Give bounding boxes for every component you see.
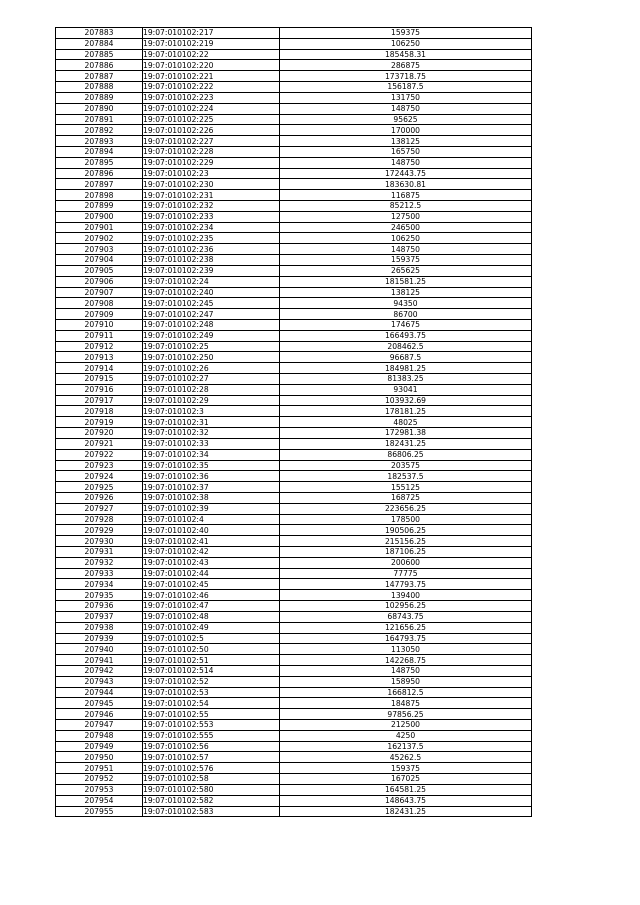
value-cell: 190506.25 [280, 525, 532, 536]
row-number-cell: 207935 [56, 590, 143, 601]
row-number-cell: 207915 [56, 374, 143, 385]
value-cell: 142268.75 [280, 655, 532, 666]
value-cell: 81383.25 [280, 374, 532, 385]
cadastral-number-cell: 19:07:010102:24 [143, 276, 280, 287]
row-number-cell: 207892 [56, 125, 143, 136]
cadastral-number-cell: 19:07:010102:249 [143, 330, 280, 341]
cadastral-number-cell: 19:07:010102:47 [143, 601, 280, 612]
cadastral-number-cell: 19:07:010102:234 [143, 222, 280, 233]
table-row [56, 741, 532, 752]
table-row [56, 774, 532, 785]
table-row [56, 492, 532, 503]
table-row [56, 211, 532, 222]
table-row [56, 168, 532, 179]
value-cell: 94350 [280, 298, 532, 309]
value-cell: 131750 [280, 92, 532, 103]
table-row [56, 298, 532, 309]
cadastral-number-cell: 19:07:010102:235 [143, 233, 280, 244]
value-cell: 183630.81 [280, 179, 532, 190]
row-number-cell: 207945 [56, 698, 143, 709]
cadastral-number-cell: 19:07:010102:239 [143, 265, 280, 276]
value-cell: 184875 [280, 698, 532, 709]
value-cell: 165750 [280, 146, 532, 157]
value-cell: 215156.25 [280, 536, 532, 547]
table-row [56, 676, 532, 687]
value-cell: 147793.75 [280, 579, 532, 590]
cadastral-value-table [55, 27, 532, 817]
row-number-cell: 207940 [56, 644, 143, 655]
cadastral-number-cell: 19:07:010102:35 [143, 460, 280, 471]
value-cell: 187106.25 [280, 547, 532, 558]
cadastral-number-cell: 19:07:010102:28 [143, 384, 280, 395]
table-body [56, 28, 532, 817]
table-row [56, 146, 532, 157]
value-cell: 168725 [280, 492, 532, 503]
cadastral-number-cell: 19:07:010102:27 [143, 374, 280, 385]
cadastral-number-cell: 19:07:010102:225 [143, 114, 280, 125]
table-row [56, 547, 532, 558]
cadastral-number-cell: 19:07:010102:247 [143, 309, 280, 320]
value-cell: 172443.75 [280, 168, 532, 179]
cadastral-number-cell: 19:07:010102:31 [143, 417, 280, 428]
value-cell: 178500 [280, 514, 532, 525]
row-number-cell: 207939 [56, 633, 143, 644]
value-cell: 164793.75 [280, 633, 532, 644]
cadastral-number-cell: 19:07:010102:217 [143, 28, 280, 39]
cadastral-number-cell: 19:07:010102:33 [143, 438, 280, 449]
table-row [56, 720, 532, 731]
table-row [56, 406, 532, 417]
row-number-cell: 207941 [56, 655, 143, 666]
table-row [56, 341, 532, 352]
value-cell: 286875 [280, 60, 532, 71]
row-number-cell: 207930 [56, 536, 143, 547]
row-number-cell: 207896 [56, 168, 143, 179]
table-row [56, 644, 532, 655]
value-cell: 93041 [280, 384, 532, 395]
cadastral-number-cell: 19:07:010102:42 [143, 547, 280, 558]
row-number-cell: 207907 [56, 287, 143, 298]
table-row [56, 590, 532, 601]
table-row [56, 92, 532, 103]
cadastral-number-cell: 19:07:010102:52 [143, 676, 280, 687]
cadastral-number-cell: 19:07:010102:45 [143, 579, 280, 590]
value-cell: 212500 [280, 720, 532, 731]
row-number-cell: 207938 [56, 622, 143, 633]
cadastral-number-cell: 19:07:010102:37 [143, 482, 280, 493]
cadastral-number-cell: 19:07:010102:34 [143, 449, 280, 460]
row-number-cell: 207912 [56, 341, 143, 352]
cadastral-number-cell: 19:07:010102:219 [143, 38, 280, 49]
cadastral-number-cell: 19:07:010102:576 [143, 763, 280, 774]
value-cell: 102956.25 [280, 601, 532, 612]
cadastral-number-cell: 19:07:010102:22 [143, 49, 280, 60]
row-number-cell: 207913 [56, 352, 143, 363]
cadastral-number-cell: 19:07:010102:238 [143, 255, 280, 266]
table-row [56, 622, 532, 633]
table-row [56, 698, 532, 709]
cadastral-number-cell: 19:07:010102:57 [143, 752, 280, 763]
table-row [56, 71, 532, 82]
row-number-cell: 207927 [56, 503, 143, 514]
table-row [56, 363, 532, 374]
value-cell: 178181.25 [280, 406, 532, 417]
table-row [56, 784, 532, 795]
row-number-cell: 207950 [56, 752, 143, 763]
cadastral-number-cell: 19:07:010102:245 [143, 298, 280, 309]
cadastral-number-cell: 19:07:010102:58 [143, 774, 280, 785]
cadastral-number-cell: 19:07:010102:231 [143, 190, 280, 201]
table-row [56, 265, 532, 276]
table-row [56, 611, 532, 622]
cadastral-number-cell: 19:07:010102:223 [143, 92, 280, 103]
table-row [56, 579, 532, 590]
cadastral-number-cell: 19:07:010102:553 [143, 720, 280, 731]
table-row [56, 806, 532, 817]
cadastral-number-cell: 19:07:010102:220 [143, 60, 280, 71]
row-number-cell: 207928 [56, 514, 143, 525]
row-number-cell: 207895 [56, 157, 143, 168]
value-cell: 159375 [280, 763, 532, 774]
row-number-cell: 207953 [56, 784, 143, 795]
row-number-cell: 207910 [56, 319, 143, 330]
table-row [56, 687, 532, 698]
row-number-cell: 207922 [56, 449, 143, 460]
row-number-cell: 207949 [56, 741, 143, 752]
value-cell: 181581.25 [280, 276, 532, 287]
table-row [56, 38, 532, 49]
value-cell: 182431.25 [280, 806, 532, 817]
table-row [56, 201, 532, 212]
row-number-cell: 207942 [56, 665, 143, 676]
table-row [56, 352, 532, 363]
cadastral-number-cell: 19:07:010102:32 [143, 428, 280, 439]
table-row [56, 395, 532, 406]
cadastral-number-cell: 19:07:010102:228 [143, 146, 280, 157]
row-number-cell: 207905 [56, 265, 143, 276]
value-cell: 223656.25 [280, 503, 532, 514]
table-row [56, 503, 532, 514]
value-cell: 164581.25 [280, 784, 532, 795]
value-cell: 208462.5 [280, 341, 532, 352]
value-cell: 68743.75 [280, 611, 532, 622]
table-row [56, 179, 532, 190]
value-cell: 182431.25 [280, 438, 532, 449]
row-number-cell: 207923 [56, 460, 143, 471]
table-row [56, 82, 532, 93]
table-row [56, 557, 532, 568]
value-cell: 170000 [280, 125, 532, 136]
table-row [56, 319, 532, 330]
cadastral-number-cell: 19:07:010102:232 [143, 201, 280, 212]
value-cell: 95625 [280, 114, 532, 125]
row-number-cell: 207932 [56, 557, 143, 568]
cadastral-number-cell: 19:07:010102:583 [143, 806, 280, 817]
table-row [56, 28, 532, 39]
row-number-cell: 207904 [56, 255, 143, 266]
row-number-cell: 207944 [56, 687, 143, 698]
row-number-cell: 207955 [56, 806, 143, 817]
row-number-cell: 207931 [56, 547, 143, 558]
value-cell: 265625 [280, 265, 532, 276]
value-cell: 148750 [280, 665, 532, 676]
cadastral-number-cell: 19:07:010102:3 [143, 406, 280, 417]
cadastral-number-cell: 19:07:010102:236 [143, 244, 280, 255]
row-number-cell: 207954 [56, 795, 143, 806]
row-number-cell: 207916 [56, 384, 143, 395]
table-row [56, 795, 532, 806]
cadastral-number-cell: 19:07:010102:40 [143, 525, 280, 536]
cadastral-number-cell: 19:07:010102:23 [143, 168, 280, 179]
row-number-cell: 207924 [56, 471, 143, 482]
value-cell: 167025 [280, 774, 532, 785]
cadastral-number-cell: 19:07:010102:25 [143, 341, 280, 352]
cadastral-number-cell: 19:07:010102:227 [143, 136, 280, 147]
row-number-cell: 207937 [56, 611, 143, 622]
value-cell: 172981.38 [280, 428, 532, 439]
cadastral-number-cell: 19:07:010102:46 [143, 590, 280, 601]
row-number-cell: 207936 [56, 601, 143, 612]
cadastral-number-cell: 19:07:010102:248 [143, 319, 280, 330]
cadastral-number-cell: 19:07:010102:36 [143, 471, 280, 482]
cadastral-number-cell: 19:07:010102:44 [143, 568, 280, 579]
value-cell: 173718.75 [280, 71, 532, 82]
cadastral-number-cell: 19:07:010102:226 [143, 125, 280, 136]
table-row [56, 471, 532, 482]
value-cell: 45262.5 [280, 752, 532, 763]
row-number-cell: 207893 [56, 136, 143, 147]
table-row [56, 384, 532, 395]
cadastral-number-cell: 19:07:010102:5 [143, 633, 280, 644]
row-number-cell: 207908 [56, 298, 143, 309]
cadastral-number-cell: 19:07:010102:50 [143, 644, 280, 655]
table-row [56, 114, 532, 125]
row-number-cell: 207884 [56, 38, 143, 49]
table-row [56, 482, 532, 493]
table-row [56, 233, 532, 244]
row-number-cell: 207933 [56, 568, 143, 579]
table-row [56, 157, 532, 168]
cadastral-number-cell: 19:07:010102:43 [143, 557, 280, 568]
cadastral-number-cell: 19:07:010102:55 [143, 709, 280, 720]
value-cell: 174675 [280, 319, 532, 330]
value-cell: 96687.5 [280, 352, 532, 363]
table-row [56, 49, 532, 60]
value-cell: 162137.5 [280, 741, 532, 752]
table-row [56, 190, 532, 201]
row-number-cell: 207952 [56, 774, 143, 785]
value-cell: 203575 [280, 460, 532, 471]
row-number-cell: 207909 [56, 309, 143, 320]
cadastral-number-cell: 19:07:010102:221 [143, 71, 280, 82]
row-number-cell: 207897 [56, 179, 143, 190]
cadastral-number-cell: 19:07:010102:222 [143, 82, 280, 93]
value-cell: 77775 [280, 568, 532, 579]
row-number-cell: 207920 [56, 428, 143, 439]
value-cell: 97856.25 [280, 709, 532, 720]
cadastral-number-cell: 19:07:010102:53 [143, 687, 280, 698]
value-cell: 148750 [280, 103, 532, 114]
table-row [56, 255, 532, 266]
row-number-cell: 207929 [56, 525, 143, 536]
table-row [56, 125, 532, 136]
row-number-cell: 207902 [56, 233, 143, 244]
table-row [56, 60, 532, 71]
row-number-cell: 207943 [56, 676, 143, 687]
cadastral-number-cell: 19:07:010102:48 [143, 611, 280, 622]
row-number-cell: 207890 [56, 103, 143, 114]
cadastral-number-cell: 19:07:010102:38 [143, 492, 280, 503]
table-row [56, 665, 532, 676]
table-row [56, 330, 532, 341]
row-number-cell: 207887 [56, 71, 143, 82]
table-row [56, 136, 532, 147]
row-number-cell: 207888 [56, 82, 143, 93]
row-number-cell: 207925 [56, 482, 143, 493]
table-row [56, 438, 532, 449]
value-cell: 166493.75 [280, 330, 532, 341]
table-row [56, 287, 532, 298]
value-cell: 4250 [280, 730, 532, 741]
cadastral-number-cell: 19:07:010102:582 [143, 795, 280, 806]
row-number-cell: 207885 [56, 49, 143, 60]
table-row [56, 568, 532, 579]
value-cell: 246500 [280, 222, 532, 233]
value-cell: 185458.31 [280, 49, 532, 60]
row-number-cell: 207919 [56, 417, 143, 428]
row-number-cell: 207914 [56, 363, 143, 374]
cadastral-number-cell: 19:07:010102:29 [143, 395, 280, 406]
value-cell: 166812.5 [280, 687, 532, 698]
value-cell: 138125 [280, 287, 532, 298]
value-cell: 121656.25 [280, 622, 532, 633]
value-cell: 116875 [280, 190, 532, 201]
cadastral-number-cell: 19:07:010102:229 [143, 157, 280, 168]
table-row [56, 655, 532, 666]
row-number-cell: 207948 [56, 730, 143, 741]
value-cell: 113050 [280, 644, 532, 655]
table-row [56, 222, 532, 233]
value-cell: 86806.25 [280, 449, 532, 460]
row-number-cell: 207911 [56, 330, 143, 341]
table-row [56, 763, 532, 774]
value-cell: 158950 [280, 676, 532, 687]
table-row [56, 601, 532, 612]
value-cell: 106250 [280, 233, 532, 244]
value-cell: 159375 [280, 255, 532, 266]
value-cell: 155125 [280, 482, 532, 493]
cadastral-number-cell: 19:07:010102:240 [143, 287, 280, 298]
table-row [56, 709, 532, 720]
row-number-cell: 207898 [56, 190, 143, 201]
cadastral-number-cell: 19:07:010102:41 [143, 536, 280, 547]
cadastral-number-cell: 19:07:010102:555 [143, 730, 280, 741]
row-number-cell: 207886 [56, 60, 143, 71]
cadastral-number-cell: 19:07:010102:26 [143, 363, 280, 374]
row-number-cell: 207921 [56, 438, 143, 449]
cadastral-number-cell: 19:07:010102:4 [143, 514, 280, 525]
cadastral-number-cell: 19:07:010102:224 [143, 103, 280, 114]
row-number-cell: 207917 [56, 395, 143, 406]
cadastral-number-cell: 19:07:010102:56 [143, 741, 280, 752]
cadastral-number-cell: 19:07:010102:580 [143, 784, 280, 795]
table-row [56, 103, 532, 114]
value-cell: 103932.69 [280, 395, 532, 406]
row-number-cell: 207926 [56, 492, 143, 503]
cadastral-number-cell: 19:07:010102:54 [143, 698, 280, 709]
value-cell: 182537.5 [280, 471, 532, 482]
row-number-cell: 207894 [56, 146, 143, 157]
table-row [56, 730, 532, 741]
value-cell: 138125 [280, 136, 532, 147]
value-cell: 148750 [280, 244, 532, 255]
cadastral-number-cell: 19:07:010102:39 [143, 503, 280, 514]
value-cell: 156187.5 [280, 82, 532, 93]
value-cell: 200600 [280, 557, 532, 568]
table-row [56, 525, 532, 536]
table-row [56, 752, 532, 763]
value-cell: 48025 [280, 417, 532, 428]
row-number-cell: 207883 [56, 28, 143, 39]
table-row [56, 374, 532, 385]
cadastral-number-cell: 19:07:010102:250 [143, 352, 280, 363]
row-number-cell: 207900 [56, 211, 143, 222]
value-cell: 86700 [280, 309, 532, 320]
value-cell: 184981.25 [280, 363, 532, 374]
row-number-cell: 207906 [56, 276, 143, 287]
value-cell: 148750 [280, 157, 532, 168]
row-number-cell: 207947 [56, 720, 143, 731]
value-cell: 85212.5 [280, 201, 532, 212]
cadastral-number-cell: 19:07:010102:233 [143, 211, 280, 222]
value-cell: 106250 [280, 38, 532, 49]
row-number-cell: 207899 [56, 201, 143, 212]
row-number-cell: 207918 [56, 406, 143, 417]
row-number-cell: 207951 [56, 763, 143, 774]
table-row [56, 276, 532, 287]
value-cell: 159375 [280, 28, 532, 39]
cadastral-number-cell: 19:07:010102:230 [143, 179, 280, 190]
row-number-cell: 207946 [56, 709, 143, 720]
table-row [56, 514, 532, 525]
cadastral-number-cell: 19:07:010102:49 [143, 622, 280, 633]
cadastral-number-cell: 19:07:010102:514 [143, 665, 280, 676]
value-cell: 139400 [280, 590, 532, 601]
table-row [56, 309, 532, 320]
value-cell: 127500 [280, 211, 532, 222]
cadastral-number-cell: 19:07:010102:51 [143, 655, 280, 666]
table-row [56, 449, 532, 460]
table-row [56, 244, 532, 255]
table-row [56, 633, 532, 644]
table-row [56, 428, 532, 439]
row-number-cell: 207891 [56, 114, 143, 125]
row-number-cell: 207934 [56, 579, 143, 590]
row-number-cell: 207889 [56, 92, 143, 103]
table-row [56, 536, 532, 547]
row-number-cell: 207901 [56, 222, 143, 233]
value-cell: 148643.75 [280, 795, 532, 806]
table-row [56, 460, 532, 471]
row-number-cell: 207903 [56, 244, 143, 255]
table-row [56, 417, 532, 428]
